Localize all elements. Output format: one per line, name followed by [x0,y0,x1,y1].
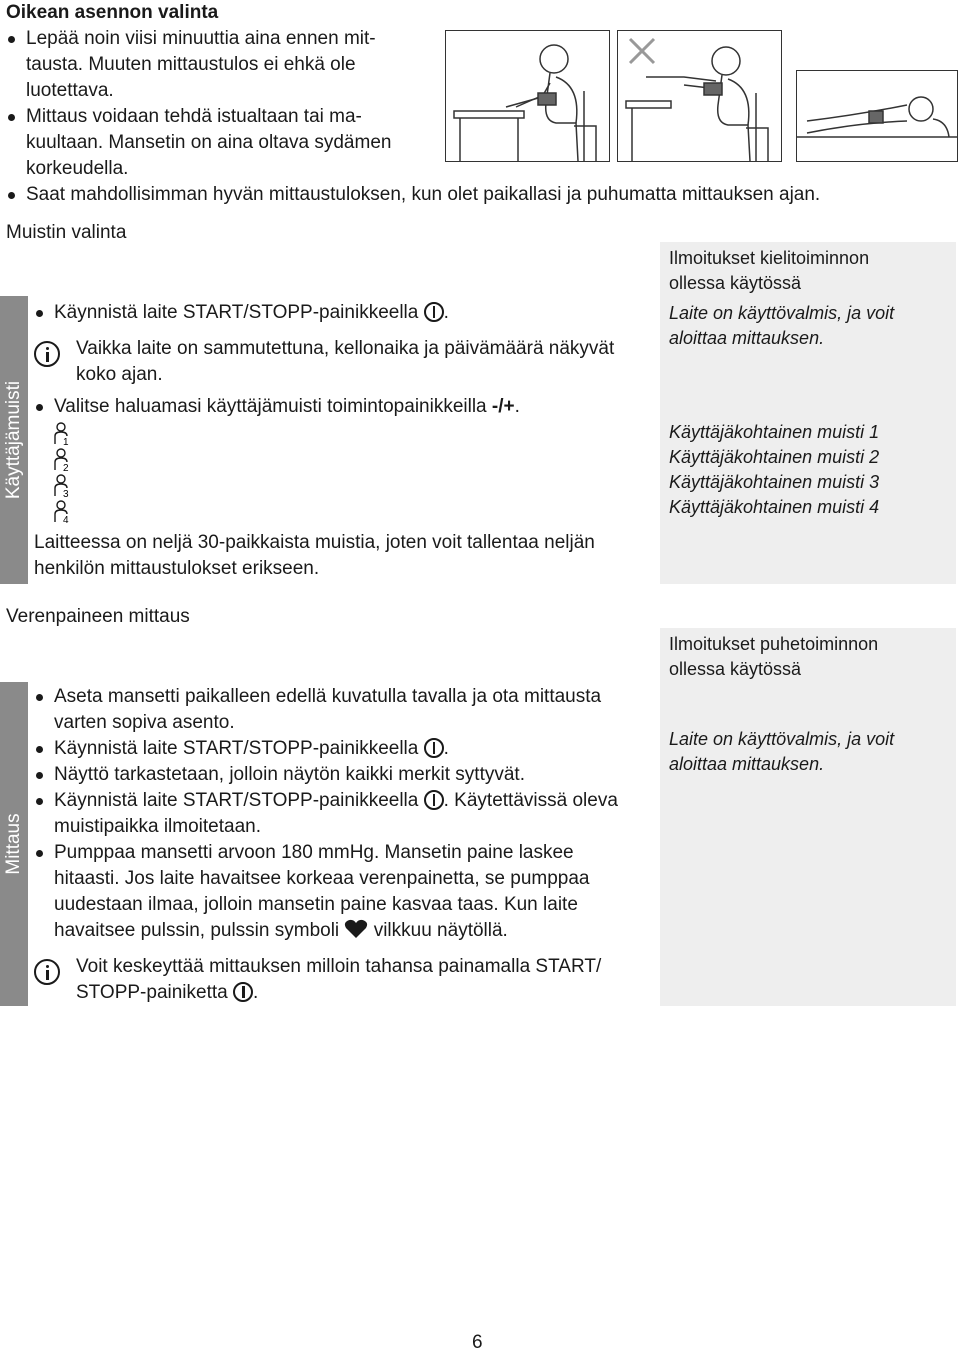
bullet-start: Käynnistä laite START/STOPP-painikkeella . [34,300,654,326]
svg-text:4: 4 [63,515,69,524]
wrong-position-illustration [618,31,781,161]
svg-text:1: 1 [63,437,69,446]
memory-bullets-2 [34,394,654,420]
heart-icon [344,919,368,939]
user-icon-4 [54,500,72,529]
posture-bullets [6,26,426,182]
section-title-posture: Oikean asennon valinta [6,2,219,23]
bullet-stay-still: Saat mahdollisimman hyvän mittaustuloksen, kun olet paikallasi ja puhumatta mittauksen ajan. [6,182,926,208]
user-icon-3 [54,474,72,503]
memory-bullets-1 [34,300,654,326]
figure-sitting-correct [445,30,610,162]
language-panel [660,242,956,584]
sidebar-label: Mittaus [3,813,24,875]
sidebar-user-memory [0,296,28,584]
bullet-cuff: Aseta mansetti paikalleen edellä kuvatulla tavalla ja ota mittausta varten sopiva asento. [34,684,654,736]
svg-text:3: 3 [63,489,69,498]
panel-ready-text: Laite on käyttövalmis, ja voit aloittaa mittauksen. [669,729,895,774]
bullet-select-memory: Valitse haluamasi käyttäjämuisti toimintopainikkeilla -/+. [34,394,654,420]
svg-text:2: 2 [63,463,69,472]
info-icon [34,959,60,985]
bullet-position: Mittaus voidaan tehdä istualtaan tai ma- kuultaan. Mansetin on aina oltava sydämen korkeudella. [6,104,426,182]
info-clock-note: Vaikka laite on sammutettuna, kellonaika ja päivämäärä näkyvät koko ajan. [76,338,615,385]
panel-title: Ilmoitukset kielitoiminnon ollessa käytössä [669,248,870,293]
power-icon [424,738,444,758]
user-icon-2 [54,448,72,477]
section-title-memory: Muistin valinta [6,222,127,243]
sitting-person-illustration [446,31,609,161]
sidebar-label: Käyttäjämuisti [3,380,24,500]
bullet-display-check: Näyttö tarkastetaan, jolloin näytön kaikki merkit syttyvät. [34,762,654,788]
bullet-start-device: Käynnistä laite START/STOPP-painikkeella . [34,736,654,762]
figure-lying [796,70,958,162]
info-stop-note: Voit keskeyttää mittauksen milloin tahansa painamalla START/ STOPP-painiketta . [76,956,602,1003]
memory-summary: Laitteessa on neljä 30-paikkaista muistia, joten voit tallentaa neljän henkilön mittaustulokset erikseen. [34,532,595,579]
bullet-memory-slot: Käynnistä laite START/STOPP-painikkeella . Käytettävissä oleva muistipaikka ilmoitetaan. [34,788,654,840]
info-icon [34,341,60,367]
lying-person-illustration [797,71,957,161]
power-icon [424,790,444,810]
panel-memory-list: Käyttäjäkohtainen muisti 1 Käyttäjäkohtainen muisti 2 Käyttäjäkohtainen muisti 3 Käyttäjäkohtainen muisti 4 [669,422,880,517]
user-icon-1 [54,422,72,451]
panel-title: Ilmoitukset puhetoiminnon ollessa käytössä [669,634,879,679]
measurement-bullets [34,684,654,944]
sidebar-measurement [0,682,28,1006]
figure-sitting-wrong [617,30,782,162]
panel-ready-text: Laite on käyttövalmis, ja voit aloittaa mittauksen. [669,303,895,348]
power-icon [233,982,253,1002]
posture-bullets-2 [6,182,926,208]
voice-panel [660,628,956,1006]
bullet-rest: Lepää noin viisi minuuttia aina ennen mit- tausta. Muuten mittaustulos ei ehkä ole luotettava. [6,26,426,104]
power-icon [424,302,444,322]
bullet-pump: Pumppaa mansetti arvoon 180 mmHg. Mansetin paine laskee hitaasti. Jos laite havaitsee korkeaa verenpainetta, se pumppaa uudestaan ilmaa, jolloin mansetin paine kasvaa taas. Kun laite havaitsee pulssin, pulssin symboli vilkkuu näytöllä. [34,840,654,944]
section-title-measurement: Verenpaineen mittaus [6,606,190,627]
page-number: 6 [472,1332,483,1353]
